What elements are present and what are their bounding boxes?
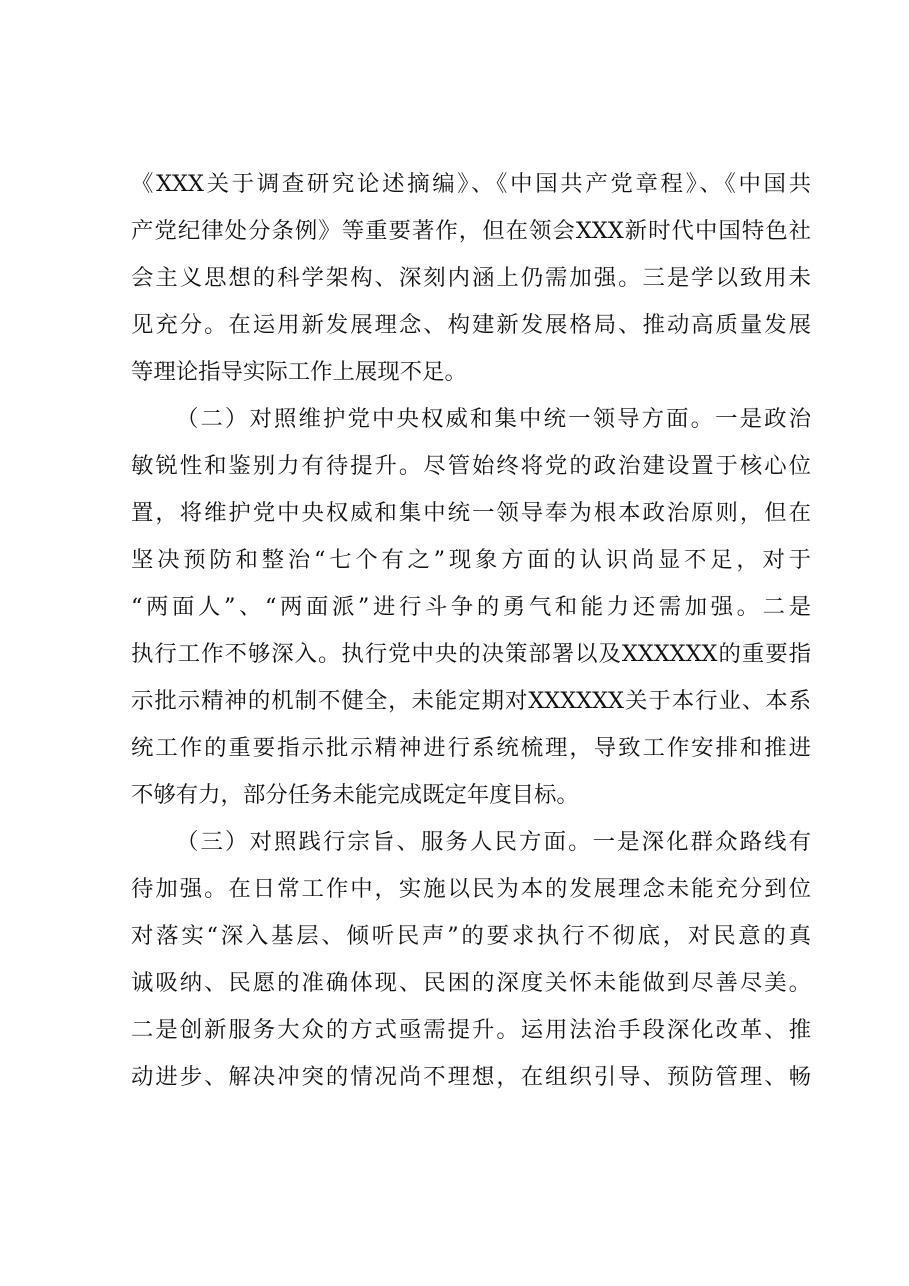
- text-line: 动进步、解决冲突的情况尚不理想，在组织引导、预防管理、畅: [131, 1064, 811, 1090]
- text-line: 等理论指导实际工作上展现不足。: [131, 359, 467, 385]
- text-line: 置，将维护党中央权威和集中统一领导奉为根本政治原则，但在: [131, 500, 811, 526]
- text-line: 执行工作不够深入。执行党中央的决策部署以及XXXXXX的重要指: [131, 641, 811, 667]
- section-heading-line: （三）对照践行宗旨、服务人民方面。一是深化群众路线有: [176, 829, 811, 855]
- section-heading-line: （二）对照维护党中央权威和集中统一领导方面。一是政治: [176, 406, 811, 432]
- text-line: 待加强。在日常工作中，实施以民为本的发展理念未能充分到位: [131, 876, 811, 902]
- text-line: 统工作的重要指示批示精神进行系统梳理，导致工作安排和推进: [131, 735, 811, 761]
- text-line: “两面人”、“两面派”进行斗争的勇气和能力还需加强。二是: [131, 594, 811, 620]
- body-text: [131, 161, 811, 1101]
- text-line: 《XXX关于调查研究论述摘编》、《中国共产党章程》、《中国共: [131, 171, 811, 197]
- text-line: 对落实“深入基层、倾听民声”的要求执行不彻底，对民意的真: [131, 923, 811, 949]
- text-line: 二是创新服务大众的方式亟需提升。运用法治手段深化改革、推: [131, 1017, 811, 1043]
- text-line: 产党纪律处分条例》等重要著作，但在领会XXX新时代中国特色社: [131, 218, 811, 244]
- text-line: 诚吸纳、民愿的准确体现、民困的深度关怀未能做到尽善尽美。: [131, 970, 811, 996]
- text-line: 见充分。在运用新发展理念、构建新发展格局、推动高质量发展: [131, 312, 811, 338]
- text-line: 不够有力，部分任务未能完成既定年度目标。: [131, 782, 579, 808]
- text-line: 敏锐性和鉴别力有待提升。尽管始终将党的政治建设置于核心位: [131, 453, 811, 479]
- text-line: 示批示精神的机制不健全，未能定期对XXXXXX关于本行业、本系: [131, 688, 811, 714]
- text-line: 会主义思想的科学架构、深刻内涵上仍需加强。三是学以致用未: [131, 265, 811, 291]
- text-line: 坚决预防和整治“七个有之”现象方面的认识尚显不足，对于: [131, 547, 811, 573]
